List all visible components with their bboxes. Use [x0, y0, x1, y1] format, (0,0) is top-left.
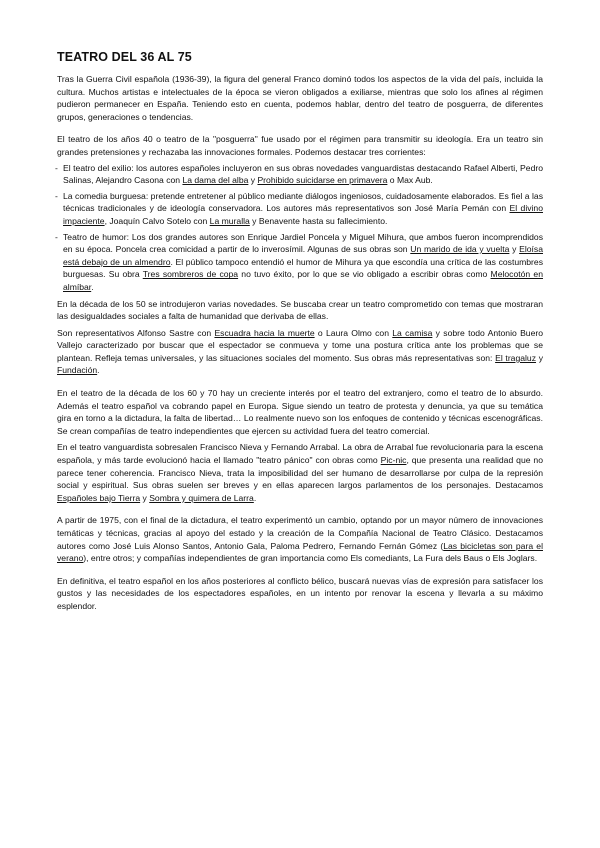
- posguerra-paragraph: El teatro de los años 40 o teatro de la "posguerra" fue usado por el régimen para transmitir su ideología. Era un teatro sin grandes pretensiones y rechazaba las innovaciones formales. Podemos destacar tres corrientes:: [57, 134, 543, 157]
- work-title: La camisa: [392, 327, 433, 338]
- work-title: La muralla: [209, 215, 250, 226]
- post-1975-paragraph: A partir de 1975, con el final de la dictadura, el teatro experimentó un cambio, optando por un mayor número de innovaciones temáticas y técnicas, gracias al apoyo del estado y la creación de la Compañía Nacional de Teatro Clásico. Destacamos autores como José Luis Alonso Santos, Antonio Gala, Paloma Pedrero, Fernando Fernán Gómez (Las bicicletas son para el verano), entre otros; y compañías independientes de gran importancia como Els comediants, La Fura dels Baus o Els Joglars.: [57, 515, 543, 564]
- work-title: Eloísa está debajo de un almendro: [63, 244, 543, 267]
- work-title: El divino impaciente: [63, 203, 543, 226]
- authors-50-paragraph: Son representativos Alfonso Sastre con Escuadra hacia la muerte o Laura Olmo con La camisa y sobre todo Antonio Buero Vallejo caracterizado por buscar que el espectador se conmueva y tome una postura crítica ante los problemas que se plantean. Refleja temas universales, y las situaciones sociales del momento. Sus obras más representativas son: El tragaluz y Fundación.: [57, 327, 544, 376]
- work-title: Pic-nic: [380, 455, 407, 466]
- work-title: Un marido de ida y vuelta: [410, 244, 510, 255]
- vanguardista-paragraph: En el teatro vanguardista sobresalen Francisco Nieva y Fernando Arrabal. La obra de Arrabal fue revolucionaria para la escena española, y más tarde evolucionó hacia el llamado "teatro pánico" con obras como Pic-nic, que presenta una realidad que no parece tener coherencia. Francisco Nieva, trata la imposibilidad del ser humano de desarrollarse por culpa de la represión social y espiritual. Sus obras suelen ser breves y en ellas aparecen largos parlamentos de los personajes. Destacamos Españoles bajo Tierra y Sombra y quimera de Larra.: [57, 442, 543, 503]
- work-title: El tragaluz: [495, 352, 537, 363]
- list-item-exilio: - El teatro del exilio: los autores españoles incluyeron en sus obras novedades vanguardistas destacando Rafael Alberti, Pedro Salinas, Alejandro Casona con La dama del alba y Prohibido suicidarse en primavera o Max Aub.: [57, 162, 543, 187]
- work-title: Tres sombreros de copa: [142, 269, 239, 280]
- work-title: La dama del alba: [182, 175, 249, 186]
- currents-list: [57, 162, 543, 294]
- document-title: TEATRO DEL 36 AL 75: [57, 50, 192, 64]
- work-title: Melocotón en almíbar: [63, 269, 543, 292]
- work-title: Fundación: [57, 365, 98, 376]
- list-item-teatro-humor: - Teatro de humor: Los dos grandes autores son Enrique Jardiel Poncela y Miguel Mihura, que ambos fueron incomprendidos en su época. Poncela crea comicidad a partir de lo inverosímil. Algunas de sus obras son Un marido de ida y vuelta y Eloísa está debajo de un almendro. El público tampoco entendió el humor de Mihura ya que escondía una crítica de las costumbres burguesas. Su obra Tres sombreros de copa no tuvo éxito, por lo que se vio obligado a escribir obras como Melocotón en almíbar.: [57, 231, 543, 294]
- intro-paragraph: Tras la Guerra Civil española (1936-39), la figura del general Franco dominó todos los aspectos de la vida del país, incluida la cultura. Muchos artistas e intelectuales de la época se vieron obligados a exiliarse, mientras que solo los afines al régimen pudieron permanecer en España. Teniendo esto en cuenta, podemos hablar, dentro del teatro de posguerra, de diferentes grupos, generaciones o tendencias.: [57, 74, 543, 122]
- decade-50-paragraph: En la década de los 50 se introdujeron varias novedades. Se buscaba crear un teatro comprometido con temas que mostraran las desigualdades sociales a falta de humanidad que derivaba de ellas.: [57, 298, 543, 322]
- work-title: Sombra y quimera de Larra: [149, 492, 254, 503]
- conclusion-paragraph: En definitiva, el teatro español en los años posteriores al conflicto bélico, buscará nuevas vías de expresión para satisfacer los gustos y las necesidades de los espectadores españoles, en un intento por renovar la escena y llevarla a su máximo esplendor.: [57, 575, 543, 611]
- decade-60-70-paragraph: En el teatro de la década de los 60 y 70 hay un creciente interés por el teatro del extranjero, como el teatro de lo absurdo. Además el teatro español va cobrando papel en Europa. Sigue siendo un teatro de protesta y denuncia, ya que su temática gira en torno a la dictadura, la falta de libertad… Lo realmente nuevo son los enfoques de contenido y técnicas escenográficas. Se crean compañías de teatro independientes que ejercen su actividad fuera del teatro comercial.: [57, 388, 543, 436]
- work-title: Españoles bajo Tierra: [57, 492, 141, 503]
- work-title: Las bicicletas son para el verano: [57, 540, 543, 564]
- work-title: Escuadra hacia la muerte: [214, 327, 315, 338]
- work-title: Prohibido suicidarse en primavera: [257, 175, 388, 186]
- list-item-comedia-burguesa: - La comedia burguesa: pretende entretener al público mediante diálogos ingeniosos, cuidadosamente elaborados. Es fiel a las técnicas tradicionales y de ideología conservadora. Los autores más representativos son José María Pemán con El divino impaciente, Joaquín Calvo Sotelo con La muralla y Benavente hasta su fallecimiento.: [57, 190, 543, 228]
